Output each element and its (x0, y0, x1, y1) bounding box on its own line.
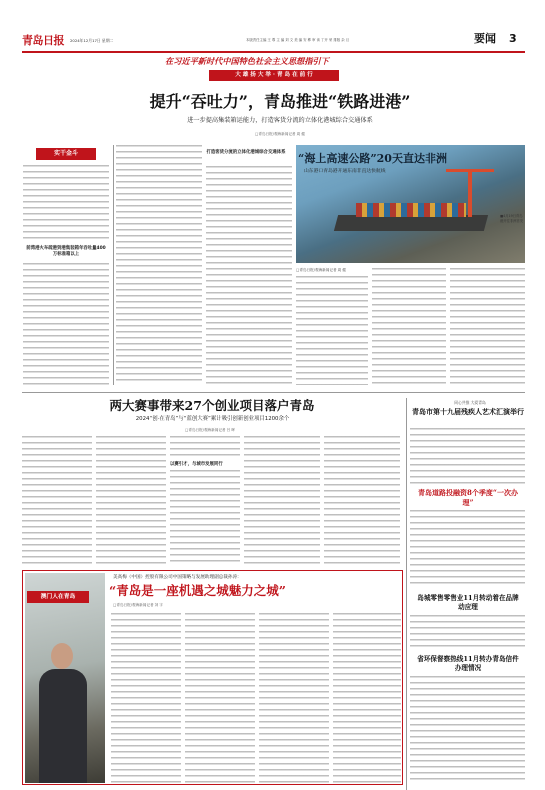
interview-byline: □青岛日报/观海新闻记者 刘 宇 (113, 603, 164, 607)
page-number: 3 (509, 32, 517, 45)
feature-title: “海上高速公路”20天直达非洲 (298, 152, 447, 165)
story2-body-col3 (170, 436, 240, 460)
photo-person-body (39, 669, 87, 783)
masthead-rule (22, 51, 525, 53)
right-title3: 岛城零售零售业11月转动着在品牌动应理 (417, 594, 519, 611)
interviewee-photo (25, 573, 105, 783)
sidebar-text-2 (23, 263, 109, 385)
feature-caption: ■4月19日青岛港开往非洲首发 (500, 214, 524, 223)
story2-subtitle: 2024“创·在青岛”与“蓝创大赛”累计吸引创新创业项目1200余个 (135, 416, 290, 422)
right-col-divider (406, 398, 407, 790)
interview-body-col3 (259, 613, 329, 783)
story2-title: 两大赛事带来27个创业项目落户青岛 (109, 398, 315, 413)
story2-section-head: 以赛引才，与城市发展同行 (170, 462, 223, 467)
right-title4: 省环保督察热线11月转办青岛信件办理情况 (417, 655, 519, 672)
right-title2: 青岛道路投融资8个季度“一次办理” (418, 488, 518, 507)
photo-crane (468, 169, 472, 217)
interview-box (22, 570, 403, 785)
column-divider (113, 145, 114, 385)
feature-body-col2 (372, 268, 446, 385)
photo-crane-arm (446, 169, 494, 172)
banner (165, 56, 385, 88)
masthead (22, 30, 525, 50)
feature-subtitle: 山东港口青岛港开通东南非直达快航线 (304, 169, 386, 174)
right-title1: 青岛市第十九届残疾人艺术汇演举行 (412, 407, 524, 416)
photo-ship (334, 215, 488, 231)
interview-title: “青岛是一座机遇之城魅力之城” (109, 583, 286, 598)
story2-body-col3b (170, 470, 240, 564)
sidebar-text-1 (23, 165, 109, 243)
right-body4 (410, 676, 525, 782)
lead-subtitle: 进一步提高集装箱运能力，打造客货分流的立体化港城综合交通体系 (187, 117, 373, 124)
newspaper-logo: 青岛日报 (22, 34, 64, 47)
interview-body-col4 (333, 613, 401, 783)
story2-body-col5 (324, 436, 400, 564)
interview-photo-label: 澳门人在青岛 (27, 591, 89, 603)
banner-title: 在习近平新时代中国特色社会主义思想指引下 (165, 56, 329, 66)
feature-body-col1 (296, 276, 368, 385)
right-label1: 同心共推 大爱青岛 (454, 400, 486, 405)
right-body1 (410, 428, 525, 484)
photo-person-head (51, 643, 73, 669)
editor-line: 本版责任主编 王 尊 主 编 刘 文 美 编 安 彝 审 读 丁开 荣 排版 杂 旦 (246, 38, 350, 42)
lead-body-col2 (206, 166, 292, 385)
lead-title: 提升“吞吐力”，青岛推进“铁路进港” (149, 92, 411, 111)
right-body3 (410, 615, 525, 651)
feature-body-col3 (450, 268, 525, 385)
interview-body-col1 (111, 613, 181, 783)
sidebar-subheading: 前湾港火车疏港到港集装箱年吞吐量400万标准箱以上 (26, 246, 106, 258)
lead-body-col1 (116, 145, 202, 385)
story2-body-col4 (244, 436, 320, 564)
banner-subtitle: 大 雄 扬 大 举 · 青 岛 在 前 行 (209, 70, 339, 81)
photo-containers (356, 203, 466, 217)
lead-byline: □青岛日报/观海新闻记者 周 健 (254, 132, 305, 136)
feature-byline: □青岛日报/观海新闻记者 周 健 (296, 268, 347, 272)
sidebar-box (22, 145, 110, 385)
interview-body-col2 (185, 613, 255, 783)
story2-byline: □青岛日报/观海新闻记者 吕 晖 (184, 428, 235, 432)
section-rule (22, 392, 525, 393)
section-name: 要闻 (474, 32, 496, 45)
story2-body-col1 (22, 436, 92, 564)
sidebar-title: 实干金斗 (36, 148, 96, 160)
story2-body-col2 (96, 436, 166, 564)
interview-kicker: 美高梅（中国）控股有限公司中国策略与发展助理副总裁孙涛： (113, 575, 242, 580)
col2-heading: 打造客货分流的立体化港城综合交通体系 (206, 150, 286, 155)
right-body2 (410, 510, 525, 588)
issue-date: 2024年12月17日 星期二 (70, 38, 114, 43)
